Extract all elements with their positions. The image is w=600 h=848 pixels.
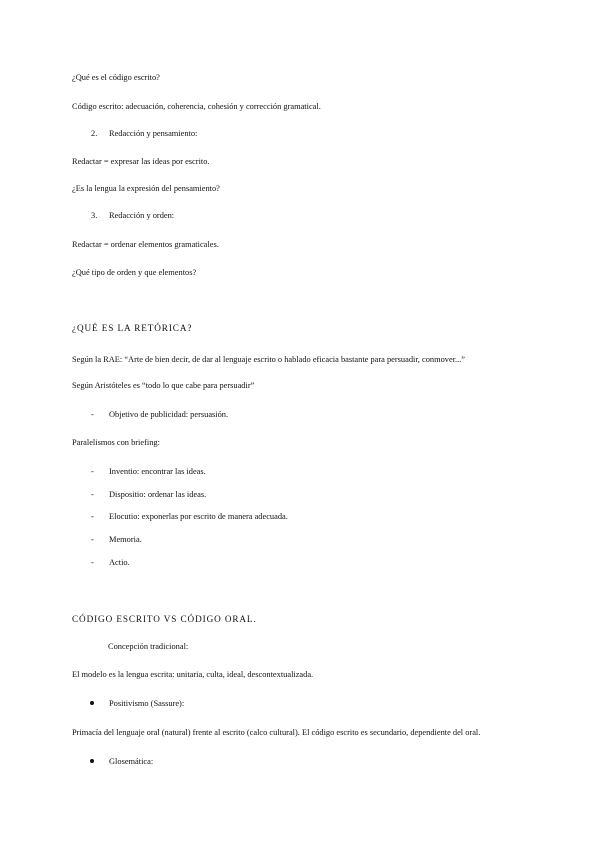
paralelismos-label: Paralelismos con briefing: [72,438,160,447]
list-item-text: Dispositio: ordenar las ideas. [109,490,207,499]
redactar-definition-2: Redactar = ordenar elementos gramaticales. [72,240,219,249]
item-label: Redacción y pensamiento: [109,129,198,138]
redactar-definition-1: Redactar = expresar las ideas por escrito. [72,157,210,166]
modelo-text: El modelo es la lengua escrita: unitaria, culta, ideal, descontextualizada. [72,670,314,679]
list-item-text: Memoria. [109,535,142,544]
question-order-type: ¿Qué tipo de orden y que elementos? [72,268,197,277]
rae-definition: Según la RAE: “Arte de bien decir, de dar al lenguaje escrito o hablado eficacia bastante para persuadir, conmover...” [72,355,466,364]
bullet-item-text: Positivismo (Sassure): [109,699,185,708]
primacia-text: Primacía del lenguaje oral (natural) frente al escrito (calco cultural). El código escrito es secundario, dependiente del oral. [72,728,481,737]
bullet-dot [90,759,94,763]
dash-bullet: - [91,467,94,476]
codigo-heading: CÓDIGO ESCRITO VS CÓDIGO ORAL. [72,614,257,624]
bullet-item-text: Glosemática: [109,757,154,766]
dash-bullet: - [91,558,94,567]
item-label: Redacción y orden: [109,211,175,220]
retorica-heading: ¿QUÉ ES LA RETÓRICA? [72,323,193,333]
item-number: 3. [91,211,98,220]
written-code-definition: Código escrito: adecuación, coherencia, cohesión y corrección gramatical. [72,102,321,111]
aristoteles-definition: Según Aristóteles es “todo lo que cabe para persuadir” [72,381,255,390]
dash-bullet: - [91,410,94,419]
question-written-code: ¿Qué es el código escrito? [72,73,160,82]
list-item-text: Actio. [109,558,130,567]
item-number: 2. [91,129,98,138]
dash-bullet: - [91,512,94,521]
concepcion-label: Concepción tradicional: [108,642,189,651]
list-item-text: Inventio: encontrar las ideas. [109,467,206,476]
list-item-text: Objetivo de publicidad: persuasión. [109,410,229,419]
dash-bullet: - [91,490,94,499]
dash-bullet: - [91,535,94,544]
list-item-text: Elocutio: exponerlas por escrito de manera adecuada. [109,512,288,521]
bullet-dot [90,701,94,705]
question-language-thought: ¿Es la lengua la expresión del pensamiento? [72,184,220,193]
